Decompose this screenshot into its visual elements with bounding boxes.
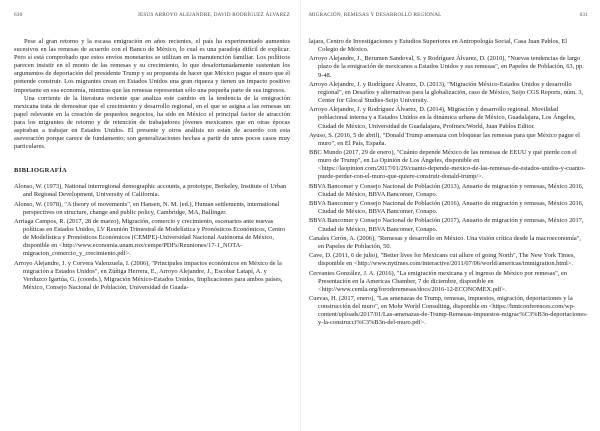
reference-entry: Arriaga Campos, R. (2017, 28 de marzo), Migración, comercio y crecimiento, escenarios ante nuevas políticas en Estados Unidos, LV Reunión Trimestral de Modelística y Pronósticos Económicos, Centro de Modelística y Pronósticos Económicos (CEMPE)-Universidad Nacional Autónoma de México, disponible en <http://www.economia.unam.mx/cempe/PDFs/Reuniones/17-1_NOTA-migracion_comercio_y_crecimiento.pdf>. <box>14 218 286 258</box>
right-page <box>300 0 600 431</box>
right-page-number: 631 <box>579 12 588 18</box>
reference-entry: Arroyo Alejandre, J., Berumen Sandoval, S. y Rodríguez Álvarez, D. (2010), "Nuevas tendencias de largo plazo de la emigración de mexicanos a Estados Unidos y sus remesas", en Papeles de Población, 63, pp. 9-48. <box>309 55 584 79</box>
reference-entry: Arroyo Alejandre, J. y Corvera Valenzuela, I. (2006), "Principales impactos económicos en México de la migración a Estados Unidos", en Zúñiga Herrera, E., Arroyo Alejandre, J., Escobar Latapí, A. y Verduzco Igartúa, G. (coords.), Migración México-Estados Unidos, Implicaciones para ambos países, México, Consejo Nacional de Población, Universidad de Guada- <box>14 259 283 291</box>
reference-entry: BBVA Bancomer y Consejo Nacional de Población (2016), Anuario de migración y remesas, México 2016, Ciudad de México, BBVA Bancomer, Conapo. <box>309 200 584 216</box>
left-page-header <box>14 12 290 18</box>
reference-entry: Cuevas, H. (2017, enero), "Las amenazas de Trump, remesas, impuestos, migración, deportaciones y la construcción del muro", en Mohr World Consulting, disponible en <https://hmtconferences.com/wp-content/uploads/2017/01/Las-amenazas-de-Trump-Remesas-impuestos-migrac%C3%B3n-deportaciones-y-la-construcci%C3%B3n-del-muro.pdf>. <box>309 295 588 327</box>
right-page-header <box>309 12 588 18</box>
right-running-head: MIGRACIÓN, REMESAS Y DESARROLLO REGIONAL <box>309 12 442 18</box>
reference-entry: Arroyo Alejandre, J. y Rodríguez Álvarez, D. (2013), "Migración México-Estados Unidos y desarrollo regional", en Desafíos y alternativas para la globalización, caso de México, Seijo CGS Reports, núm. 3, Center for Glocal Studies-Seijo University. <box>309 80 584 105</box>
reference-entry: BBVA Bancomer y Consejo Nacional de Población (2013), Anuario de migración y remesas, México 2016, Ciudad de México, BBVA Bancomer, Conapo. <box>309 182 584 198</box>
reference-entry: Cervantes González, J. A. (2016), "La emigración mexicana y el ingreso de México por remesas", en Presentación en la Americas Chamber, 7 de diciembre, disponible en <http://www.cemla.org/foroderemesas/docs/2016-12-ECONOMEX.pdf>. <box>309 269 567 293</box>
reference-entry: Canales Cerón, A. (2006), "Remesas y desarrollo en México. Una visión crítica desde la macroeconomía", en Papeles de Población, 50. <box>309 234 581 250</box>
reference-entry: Alonso, W. (1973), National interregional demographic accounts, a prototype, Berkeley, Institute of Urban and Regional Development, University of California. <box>14 183 287 199</box>
bibliography-heading: BIBLIOGRAFÍA <box>14 167 68 175</box>
body-paragraph: Pese al gran retorno y la escasa emigración en años recientes, el país ha experimentado aumentos sucesivos en las remesas de acuerdo con el Banco de México, lo cual es una paradoja difícil de explicar. Pero sí está comprobado que estos envíos monetarios se utilizan en la manutención familiar. Los políticos parecen insistir en el monto de las remesas y su crecimiento, lo que desafortunadamente sustentan los argumentos de deportación del presidente Trump y su propuesta de hacer que México pague el muro que él pretende construir. Los migrantes crean en Estados Unidos una gran riqueza y tienen un impacto positivo importante en esa economía, mientras que las remesas representan sólo una pequeña parte de sus ingresos. <box>14 38 290 94</box>
reference-entry: BBC Mundo (2017, 29 de enero), "Cuánto depende México de las remesas de EEUU y qué pierde con el muro de Trump", en La Opinión de Los Ángeles, disponible en <https://laopinion.com/2017/01/29/cuanto-depende-mexico-de-las-remesas-de-estados-unidos-y-cuanto-puede-perder-con-el-muro-que-quiere-construir-donald-trump/>. <box>309 149 586 181</box>
reference-entry: Alonso, W. (1978), "A theory of movements", en Hansen, N. M. (ed.), Human settlements, international perspectives on structure, change and public policy, Cambridge, MA, Ballinger. <box>14 200 280 216</box>
left-running-head: JESÚS ARROYO ALEJANDRE, DAVID RODRÍGUEZ ÁLVAREZ <box>137 12 290 18</box>
reference-entry: Ayuso, S. (2016, 5 de abril), "Donald Trump amenaza con bloquear las remesas para que México pague el muro", en El País, España. <box>309 131 580 147</box>
left-page-number: 630 <box>14 12 23 18</box>
reference-entry: lajara, Centro de Investigaciones y Estudios Superiores en Antropología Social, Casa Juan Pablos, El Colegio de México. <box>309 38 568 54</box>
body-paragraph: Una corriente de la literatura reciente que analiza este cambio en la tendencia de la emigración mexicana trata de demostrar que el crecimiento y desarrollo regional, en el que se asigna a las remesas un papel relevante en la creación de pequeños negocios, ha sido en México el principal factor de atracción para los migrantes de retorno y de retención de trabajadores jóvenes mexicanos que en otras épocas aspiraban a trabajar en Estados Unidos. El presente y otros análisis no están de acuerdo con esta aseveración porque carece de fundamento; son generalizaciones hechas a partir de unos pocos casos muy particulares. <box>14 94 290 151</box>
reference-entry: BBVA Bancomer y Consejo Nacional de Población (2017), Anuario de migración y remesas, México 2017, Ciudad de México, BBVA Bancomer, Conapo. <box>309 217 584 233</box>
reference-entry: Cave, D. (2011, 6 de julio), "Better lives for Mexicans cut allure of going North", The New York Times, disponible en <http://www.nytimes.com/interactive/2011/07/06/world/americas/immigration.html>. <box>309 252 575 268</box>
reference-entry: Arroyo Alejandre, J. y Rodríguez Álvarez, D. (2014), Migración y desarrollo regional. Movilidad poblacional interna y a Estados Unidos en la dinámica urbana de México, Guadalajara, Los Ángeles, Ciudad de México, Universidad de Guadalajara, Profmex/World, Juan Pablos Editor. <box>309 106 576 130</box>
